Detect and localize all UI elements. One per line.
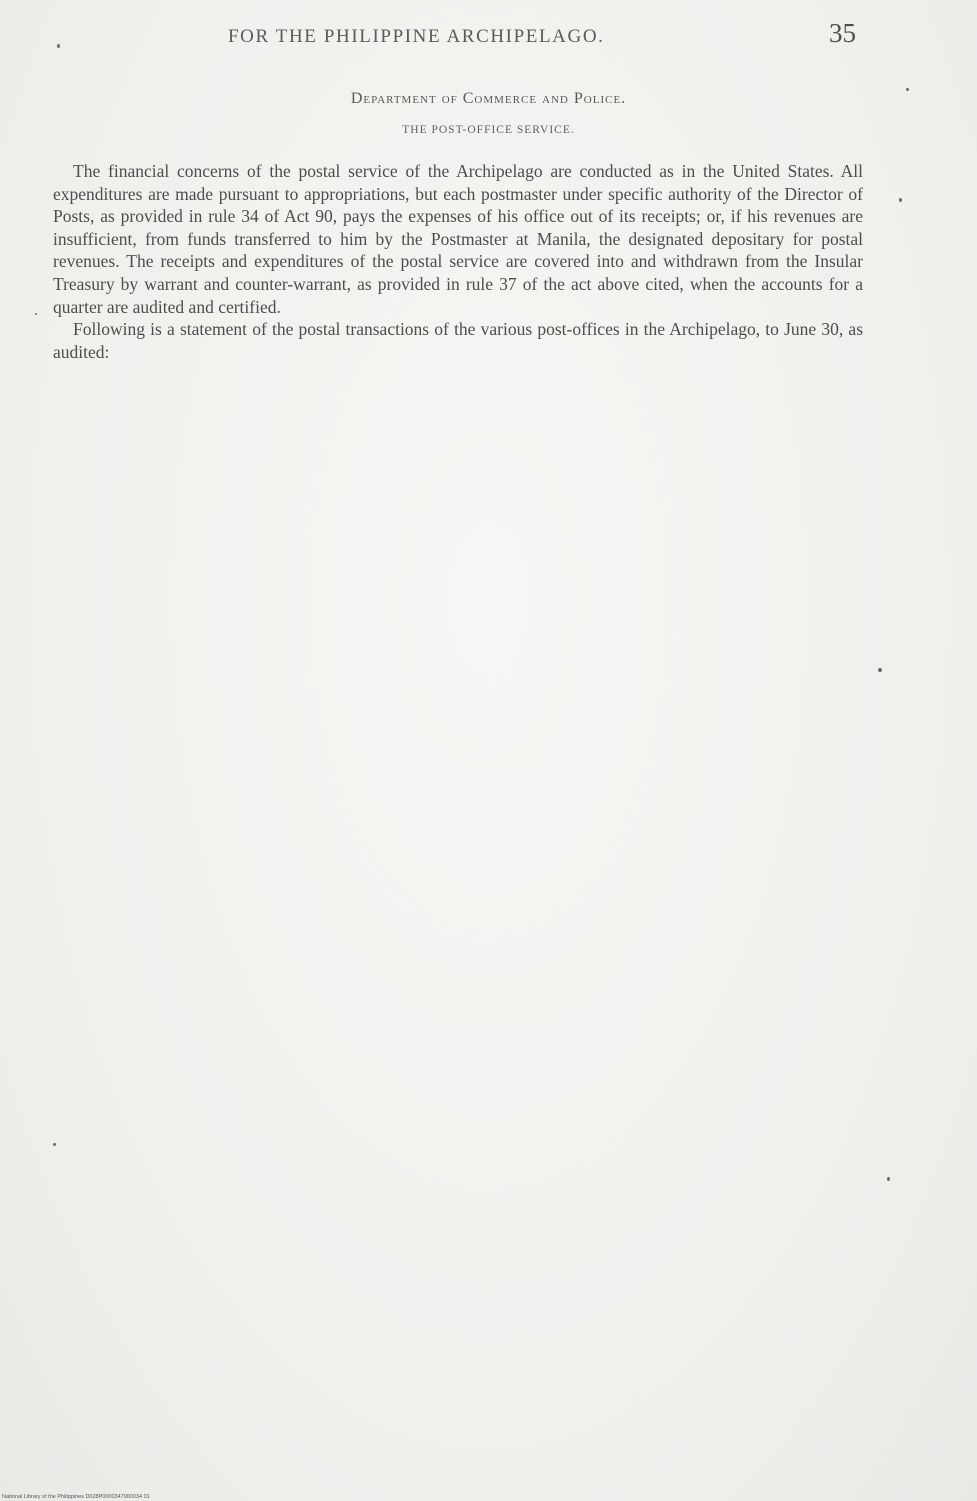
scan-speck: [906, 88, 909, 91]
scan-speck: [57, 44, 60, 48]
scan-speck: [887, 1177, 890, 1181]
running-head: [0, 18, 977, 48]
running-title: FOR THE PHILIPPINE ARCHIPELAGO.: [228, 26, 605, 47]
scan-speck: [878, 668, 882, 672]
section-heading: THE POST-OFFICE SERVICE.: [402, 124, 575, 136]
body-text: [53, 160, 863, 363]
scan-speck: [899, 198, 902, 202]
page-number: 35: [829, 18, 856, 48]
footer-credit: National Library of the Philippines D028P0000347900034 01: [2, 1494, 150, 1500]
paragraph: Following is a statement of the postal transactions of the various post-offices in the Archipelago, to June 30, as audited:: [53, 319, 863, 362]
department-heading: Department of Commerce and Police.: [350, 90, 627, 107]
paragraph: The financial concerns of the postal service of the Archipelago are conducted as in the United States. All expenditures are made pursuant to appropriations, but each postmaster under specific authority of the Director of Posts, as provided in rule 34 of Act 90, pays the expenses of his office out of its receipts; or, if his revenues are insufficient, from funds transferred to him by the Postmaster at Manila, the designated depositary for postal revenues. The receipts and expenditures of the postal service are covered into and withdrawn from the Insular Treasury by warrant and counter-warrant, as provided in rule 37 of the act above cited, when the accounts for a quarter are audited and certified.: [53, 161, 863, 317]
scan-speck: [35, 313, 37, 315]
scan-speck: [53, 1143, 56, 1146]
